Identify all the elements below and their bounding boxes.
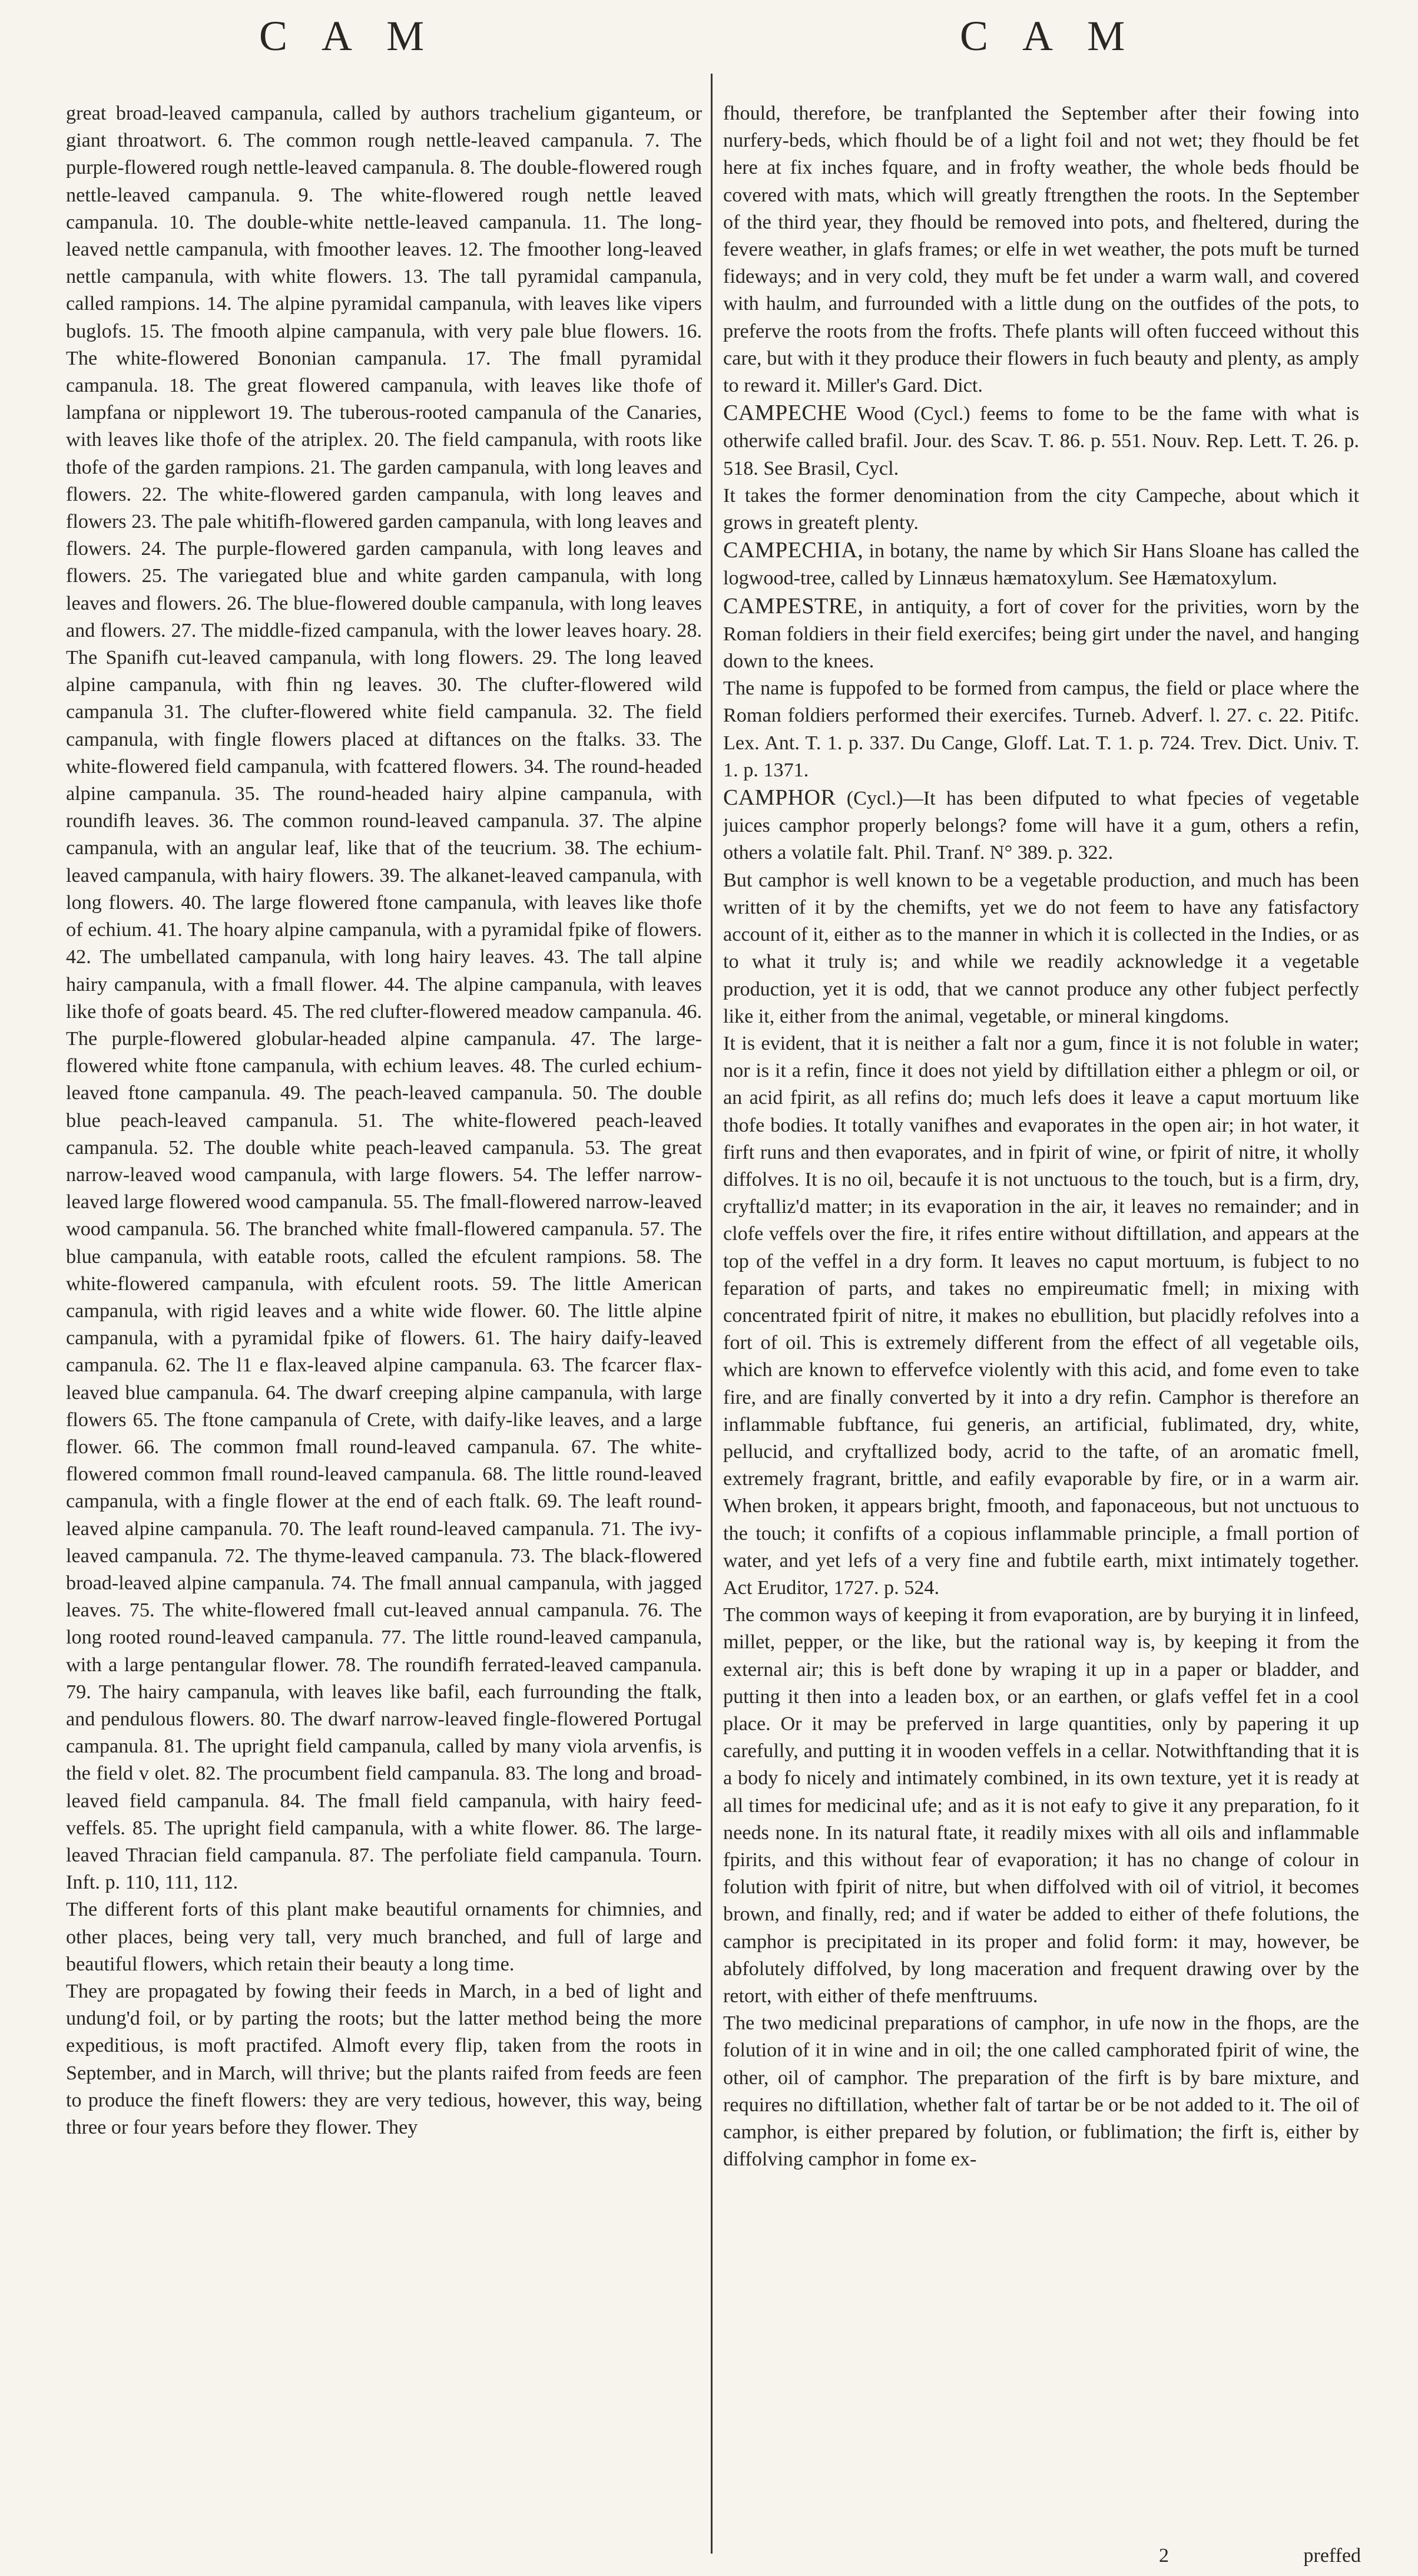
header-left: C A M	[259, 12, 438, 59]
entry-campestre-body2: The name is fuppofed to be formed from campus, the field or place where the Roman foldiers performed their exercifes. Turneb. Adverf. l. 27. c. 22. Pitifc. Lex. Ant. T. 1. p. 337. Du Cange, Gloff. Lat. T. 1. p. 724. Trev. Dict. Univ. T. 1. p. 1371.	[723, 677, 1359, 781]
camphor-paragraph-3: It is evident, that it is neither a falt nor a gum, fince it is not foluble in water; nor is it a refin, fince it does not yield by diftillation either a phlegm or oil, or an acid fpirit, as all refins do; much lefs does it leave a caput mortuum like thofe bodies. It totally vanifhes and evaporates in the open air; in hot water, it firft runs and then evaporates, and in fpirit of wine, or fpirit of nitre, it wholly diffolves. It is no oil, becaufe it is not unctuous to the touch, but is a firm, dry, cryftalliz'd matter; in its evaporation in the air, it leaves no remainder; and in clofe veffels over the fire, it rifes entire without diftillation, and appears at the top of the veffel in a dry form. It leaves no caput mortuum, is fubject to no feparation of parts, and takes no empireumatic fmell; in mixing with concentrated fpirit of nitre, it makes no ebullition, but placidly refolves into a fort of oil. This is extremely different from the effect of all vegetable oils, which are known to effervefce violently with this acid, and fome even to take fire, and are finally converted by it into a dry refin. Camphor is therefore an inflammable fubftance, fui generis, an artificial, fublimated, dry, white, pellucid, and cryftallized body, acrid to the tafte, of an aromatic fmell, extremely fragrant, brittle, and eafily evaporable by fire, or in a warm air. When broken, it appears bright, fmooth, and faponaceous, but not unctuous to the touch; it confifts of a copious inflammable principle, a fmall portion of water, and yet lefs of a very fine and fubtile earth, mixt intimately together. Act Eruditor, 1727. p. 524.	[723, 1032, 1359, 1599]
entry-campeche-body: Wood (Cycl.) feems to fome to be the fame with what is otherwife called brafil. Jour. des Scav. T. 86. p. 551. Nouv. Rep. Lett. T. 26. p. 518. See Brasil, Cycl.	[723, 403, 1359, 480]
entry-camphor-headword: CAMPHOR	[723, 785, 836, 811]
entry-campeche	[723, 399, 1359, 482]
entry-campechia-body: in botany, the name by which Sir Hans Sloane has called the logwood-tree, called by Linnæus hæmatoxylum. See Hæmatoxylum.	[723, 540, 1359, 590]
right-column	[723, 100, 1359, 2557]
entry-campestre-body: in antiquity, a fort of cover for the privities, worn by the Roman foldiers in their field exercifes; being girt under the navel, and hanging down to the knees.	[723, 596, 1359, 673]
campanula-species-list: great broad-leaved campanula, called by authors trachelium giganteum, or giant throatwort. 6. The common rough nettle-leaved campanula. 7. The purple-flowered rough nettle-leaved campanula. 8. The double-flowered rough nettle-leaved campanula. 9. The white-flowered rough nettle leaved campanula. 10. The double-white nettle-leaved campanula. 11. The long-leaved nettle campanula, with fmoother leaves. 12. The fmoother long-leaved nettle campanula, with white flowers. 13. The tall pyramidal campanula, called rampions. 14. The alpine pyramidal campanula, with leaves like vipers buglofs. 15. The fmooth alpine campanula, with very pale blue flowers. 16. The white-flowered Bononian campanula. 17. The fmall pyramidal campanula. 18. The great flowered campanula, with leaves like thofe of lampfana or nipplewort 19. The tuberous-rooted campanula of the Canaries, with leaves like thofe of the atriplex. 20. The field campanula, with roots like thofe of the garden rampions. 21. The garden campanula, with long leaves and flowers. 22. The white-flowered garden campanula, with long leaves and flowers 23. The pale whitifh-flowered garden campanula, with long leaves and flowers. 24. The purple-flowered garden campanula, with long leaves and flowers. 25. The variegated blue and white garden campanula, with long leaves and flowers. 26. The blue-flowered double campanula, with long leaves and flowers. 27. The middle-fized campanula, with the lower leaves hoary. 28. The Spanifh cut-leaved campanula, with long flowers. 29. The long leaved alpine campanula, with fhin ng leaves. 30. The clufter-flowered wild campanula 31. The clufter-flowered white field campanula. 32. The field campanula, with fingle flowers placed at diftances on the ftalks. 33. The white-flowered field campanula, with fcattered flowers. 34. The round-headed alpine campanula. 35. The round-headed hairy alpine campanula, with roundifh leaves. 36. The common round-leaved campanula. 37. The alpine campanula, with an angular leaf, like that of the teucrium. 38. The echium-leaved campanula, with hairy flowers. 39. The alkanet-leaved campanula, with long flowers. 40. The large flowered ftone campanula, with leaves like thofe of echium. 41. The hoary alpine campanula, with a pyramidal fpike of flowers. 42. The umbellated campanula, with long hairy leaves. 43. The tall alpine hairy campanula, with a fmall flower. 44. The alpine campanula, with leaves like thofe of goats beard. 45. The red clufter-flowered meadow campanula. 46. The purple-flowered globular-headed alpine campanula. 47. The large-flowered white ftone campanula, with echium leaves. 48. The curled echium-leaved ftone campanula. 49. The peach-leaved campanula. 50. The double blue peach-leaved campanula. 51. The white-flowered peach-leaved campanula. 52. The double white peach-leaved campanula. 53. The great narrow-leaved wood campanula, with large flowers. 54. The leffer narrow-leaved large flowered wood campanula. 55. The fmall-flowered narrow-leaved wood campanula. 56. The branched white fmall-flowered campanula. 57. The blue campanula, with eatable roots, called the efculent rampions. 58. The white-flowered campanula, with efculent roots. 59. The little American campanula, with rigid leaves and a white wide flower. 60. The little alpine campanula, with a pyramidal fpike of flowers. 61. The hairy daify-leaved campanula. 62. The l1 e flax-leaved alpine campanula. 63. The fcarcer flax-leaved blue campanula. 64. The dwarf creeping alpine campanula, with large flowers 65. The ftone campanula of Crete, with daify-like leaves, and a large flower. 66. The common fmall round-leaved campanula. 67. The white-flowered common fmall round-leaved campanula. 68. The little round-leaved campanula, with a fingle flower at the end of each ftalk. 69. The leaft round-leaved alpine campanula. 70. The leaft round-leaved campanula. 71. The ivy-leaved campanula. 72. The thyme-leaved campanula. 73. The black-flowered broad-leaved alpine campanula. 74. The fmall annual campanula, with jagged leaves. 75. The white-flowered fmall cut-leaved annual campanula. 76. The long rooted round-leaved campanula. 77. The little round-leaved campanula, with a large pentangular flower. 78. The roundifh ferrated-leaved campanula. 79. The hairy campanula, with leaves like bafil, each furrounding the ftalk, and pendulous flowers. 80. The dwarf narrow-leaved fingle-flowered Portugal campanula. 81. The upright field campanula, called by many viola arvenfis, is the field v olet. 82. The procumbent field campanula. 83. The long and broad-leaved field campanula. 84. The fmall field campanula, with hairy feed-veffels. 85. The upright field campanula, with a white flower. 86. The large-leaved Thracian field campanula. 87. The perfoliate field campanula. Tourn. Inft. p. 110, 111, 112.	[66, 102, 702, 1894]
entry-campeche-body2: It takes the former denomination from the city Campeche, about which it grows in greateft plenty.	[723, 484, 1359, 534]
camphor-paragraph-4: The common ways of keeping it from evaporation, are by burying it in linfeed, millet, pepper, or the like, but the rational way is, by keeping it from the external air; this is beft done by wraping it up in a paper or bladder, and putting it then into a leaden box, or an earthen, or glafs veffel fet in a cool place. Or it may be preferved in large quantities, only by papering it up carefully, and putting it in wooden veffels in a cellar. Notwithftanding that it is a body fo nicely and intimately combined, in its own texture, yet it is ready at all times for medicinal ufe; and as it is not eafy to give it any preparation, fo it needs none. In its natural ftate, it readily mixes with all oils and inflammable fpirits, and this without fear of evaporation; it has no change of colour in folution with fpirit of nitre, but when diffolved with oil of vitriol, it becomes brown, and finally, red; and if water be added to either of thefe folutions, the camphor is precipitated in its proper and folid form: it may, however, be abfolutely diffolved, by long maceration and frequent drawing over by the retort, with either of thefe menftruums.	[723, 1604, 1359, 2008]
campanula-propagation-paragraph: They are propagated by fowing their feeds in March, in a bed of light and undung'd foil, or by parting the roots; but the latter method being the more expeditious, is moft practifed. Almoft every flip, taken from the roots in September, and in March, will thrive; but the plants raifed from feeds are feen to produce the fineft flowers: they are very tedious, however, this way, being three or four years before they flower. They	[66, 1980, 702, 2139]
left-column	[66, 100, 702, 2557]
entry-campechia-headword: CAMPECHIA,	[723, 538, 864, 563]
entry-campeche-headword: CAMPECHE	[723, 401, 847, 426]
entry-campestre	[723, 593, 1359, 676]
camphor-paragraph-5: The two medicinal preparations of camphor, in ufe now in the fhops, are the folution of it in wine and in oil; the one called camphorated fpirit of wine, the other, oil of camphor. The preparation of the firft is by bare mixture, and requires no diftillation, whether falt of tartar be or be not added to it. The oil of camphor, is either prepared by folution, or fublimation; the firft is, either by diffolving camphor in fome ex-	[723, 2012, 1359, 2171]
entry-camphor-body: (Cycl.)—It has been difputed to what fpecies of vegetable juices camphor properly belongs? fome will have it a gum, others a refin, others a volatile falt. Phil. Tranf. N° 389. p. 322.	[723, 788, 1359, 864]
running-header	[0, 12, 1418, 77]
campanula-continuation: fhould, therefore, be tranfplanted the September after their fowing into nurfery-beds, which fhould be of a light foil and not wet; they fhould be fet here at fix inches fquare, and in frofty weather, the whole beds fhould be covered with mats, which will greatly ftrengthen the roots. In the September of the third year, they fhould be removed into pots, and fheltered, during the fevere weather, in glafs frames; or elfe in wet weather, the pots muft be turned fideways; and in very cold, they muft be fet under a warm wall, and covered with haulm, and furrounded with a little dung on the outfides of the pots, to preferve the roots from the frofts. Thefe plants will often fucceed without this care, but with it they produce their flowers in fuch beauty and plenty, as amply to reward it. Miller's Gard. Dict.	[723, 102, 1359, 397]
entry-campechia	[723, 537, 1359, 592]
campanula-ornament-paragraph: The different forts of this plant make beautiful ornaments for chimnies, and other places, being very tall, very much branched, and full of large and beautiful flowers, which retain their beauty a long time.	[66, 1899, 702, 1975]
entry-campestre-headword: CAMPESTRE,	[723, 593, 864, 619]
catchword: preffed	[1303, 2545, 1361, 2567]
column-divider	[711, 74, 713, 2554]
header-right: C A M	[960, 12, 1138, 59]
entry-camphor	[723, 784, 1359, 867]
footer	[1159, 2545, 1361, 2567]
camphor-paragraph-2: But camphor is well known to be a vegetable production, and much has been written of it by the chemifts, yet we do not feem to have any fatisfactory account of it, either as to the manner in which it is collected in the Indies, or as to what it truly is; and while we readily acknowledge it a vegetable production, yet it is odd, that we cannot produce any other fubject perfectly like it, either from the animal, vegetable, or mineral kingdoms.	[723, 869, 1359, 1027]
signature-mark: 2	[1159, 2545, 1169, 2567]
